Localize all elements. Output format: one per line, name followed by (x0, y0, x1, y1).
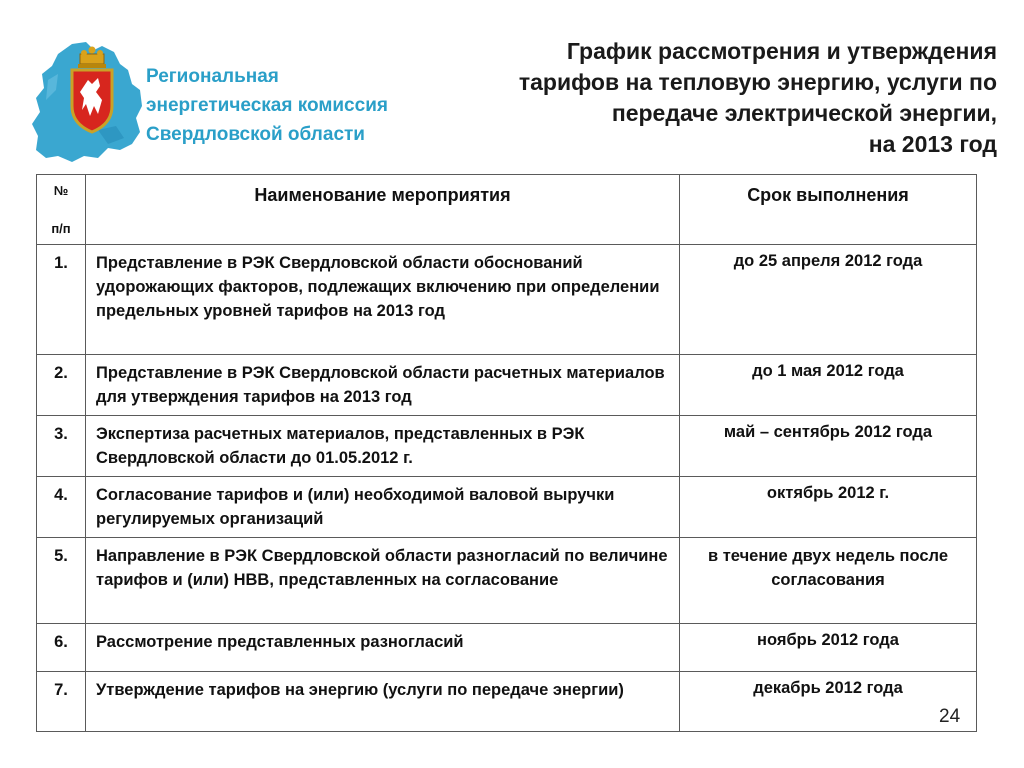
row-activity: Согласование тарифов и (или) необходимой валовой выручки регулируемых организаций (86, 477, 680, 538)
row-number: 5. (37, 538, 86, 624)
title-line: График рассмотрения и утверждения (566, 38, 997, 64)
row-deadline: май – сентябрь 2012 года (680, 416, 977, 477)
region-emblem-logo (28, 40, 146, 166)
region-map-icon (28, 40, 146, 166)
row-deadline: ноябрь 2012 года (680, 624, 977, 672)
table-row (37, 477, 977, 538)
row-number: 3. (37, 416, 86, 477)
table-row (37, 538, 977, 624)
row-number: 6. (37, 624, 86, 672)
table-row (37, 672, 977, 732)
row-activity: Представление в РЭК Свердловской области расчетных материалов для утверждения тарифов на 2013 год (86, 355, 680, 416)
row-activity: Экспертиза расчетных материалов, представленных в РЭК Свердловской области до 01.05.2012 г. (86, 416, 680, 477)
table-row (37, 245, 977, 355)
title-line: передаче электрической энергии, (611, 100, 997, 126)
row-activity: Утверждение тарифов на энергию (услуги по передаче энергии) (86, 672, 680, 732)
schedule-table (36, 174, 977, 732)
column-header-number (37, 175, 86, 245)
table-row (37, 416, 977, 477)
org-name-line: энергетическая комиссия (146, 95, 388, 116)
column-header-deadline: Срок выполнения (680, 175, 977, 245)
table-row (37, 355, 977, 416)
row-number: 2. (37, 355, 86, 416)
org-name-line: Свердловской области (146, 124, 365, 145)
row-activity: Направление в РЭК Свердловской области разногласий по величине тарифов и (или) НВВ, представленных на согласование (86, 538, 680, 624)
row-activity: Представление в РЭК Свердловской области обоснований удорожающих факторов, подлежащих включению при определении предельных уровней тарифов на 2013 год (86, 245, 680, 355)
coat-of-arms-shield-icon (72, 70, 112, 132)
row-deadline: до 25 апреля 2012 года (680, 245, 977, 355)
title-line: тарифов на тепловую энергию, услуги по (518, 69, 997, 95)
page-number: 24 (939, 706, 961, 727)
row-activity: Рассмотрение представленных разногласий (86, 624, 680, 672)
page-title (437, 36, 997, 160)
title-line: на 2013 год (868, 131, 997, 157)
row-number: 1. (37, 245, 86, 355)
organization-name (146, 62, 426, 149)
org-name-line: Региональная (146, 66, 279, 87)
row-deadline: в течение двух недель после согласования (680, 538, 977, 624)
column-header-name: Наименование мероприятия (86, 175, 680, 245)
row-deadline: до 1 мая 2012 года (680, 355, 977, 416)
table-row (37, 624, 977, 672)
number-abbrev: п/п (51, 221, 71, 236)
row-number: 7. (37, 672, 86, 732)
row-deadline: октябрь 2012 г. (680, 477, 977, 538)
number-sign: № (53, 183, 69, 198)
row-deadline: декабрь 2012 года (680, 672, 977, 732)
row-number: 4. (37, 477, 86, 538)
table-header-row (37, 175, 977, 245)
